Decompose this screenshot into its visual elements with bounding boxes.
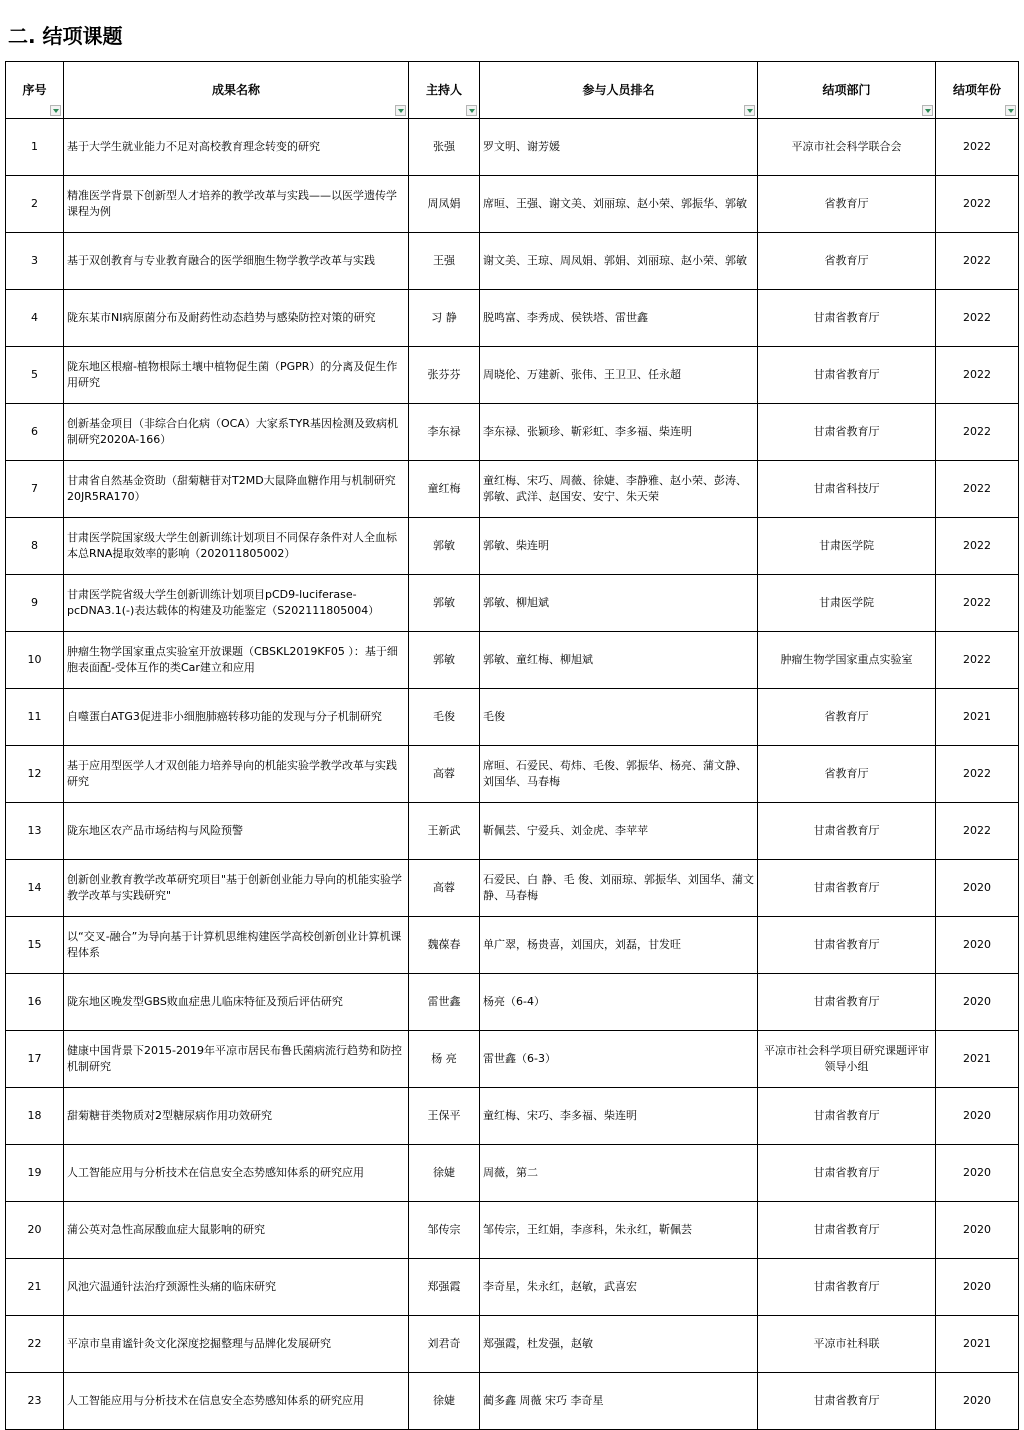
cell-name[interactable]: 自噬蛋白ATG3促进非小细胞肺癌转移功能的发现与分子机制研究 xyxy=(64,689,409,746)
cell-year[interactable]: 2021 xyxy=(936,1031,1019,1088)
cell-name[interactable]: 创新创业教育教学改革研究项目"基于创新创业能力导向的机能实验学教学改革与实践研究" xyxy=(64,860,409,917)
cell-year[interactable]: 2022 xyxy=(936,575,1019,632)
cell-year[interactable]: 2020 xyxy=(936,974,1019,1031)
cell-no[interactable]: 9 xyxy=(6,575,64,632)
cell-members[interactable]: 邹传宗，王红娟，李彦科，朱永红，靳佩芸 xyxy=(480,1202,758,1259)
cell-host[interactable]: 王强 xyxy=(409,233,480,290)
table-row xyxy=(6,1259,1019,1316)
cell-year[interactable]: 2022 xyxy=(936,176,1019,233)
cell-no[interactable]: 7 xyxy=(6,461,64,518)
cell-year[interactable]: 2022 xyxy=(936,233,1019,290)
cell-host[interactable]: 杨 亮 xyxy=(409,1031,480,1088)
cell-name[interactable]: 基于双创教育与专业教育融合的医学细胞生物学教学改革与实践 xyxy=(64,233,409,290)
cell-host[interactable]: 雷世鑫 xyxy=(409,974,480,1031)
table-row xyxy=(6,1031,1019,1088)
cell-members[interactable]: 郭敏、童红梅、柳旭斌 xyxy=(480,632,758,689)
cell-dept[interactable]: 甘肃医学院 xyxy=(758,518,936,575)
cell-year[interactable]: 2020 xyxy=(936,1373,1019,1430)
table-row xyxy=(6,1373,1019,1430)
filter-dropdown-icon[interactable] xyxy=(466,105,477,116)
cell-dept[interactable]: 甘肃省教育厅 xyxy=(758,1145,936,1202)
cell-name[interactable]: 甘肃医学院国家级大学生创新训练计划项目不同保存条件对人全血标本总RNA提取效率的影响（202011805002） xyxy=(64,518,409,575)
header-host xyxy=(409,62,480,119)
header-label: 序号 xyxy=(22,83,47,97)
cell-host[interactable]: 高蓉 xyxy=(409,746,480,803)
filter-dropdown-icon[interactable] xyxy=(922,105,933,116)
cell-dept[interactable]: 省教育厅 xyxy=(758,746,936,803)
header-row xyxy=(6,62,1019,119)
cell-dept[interactable]: 甘肃省教育厅 xyxy=(758,974,936,1031)
table-row xyxy=(6,1202,1019,1259)
table-row xyxy=(6,746,1019,803)
table-row xyxy=(6,518,1019,575)
header-dept xyxy=(758,62,936,119)
cell-dept[interactable]: 甘肃省教育厅 xyxy=(758,1373,936,1430)
table-row xyxy=(6,1145,1019,1202)
header-label: 主持人 xyxy=(425,83,462,97)
cell-name[interactable]: 肿瘤生物学国家重点实验室开放课题（CBSKL2019KF05 ）：基于细胞表面配-受体互作的类Car建立和应用 xyxy=(64,632,409,689)
cell-year[interactable]: 2020 xyxy=(936,1145,1019,1202)
cell-no[interactable]: 2 xyxy=(6,176,64,233)
cell-dept[interactable]: 省教育厅 xyxy=(758,176,936,233)
cell-members[interactable]: 雷世鑫（6-3） xyxy=(480,1031,758,1088)
header-no xyxy=(6,62,64,119)
cell-year[interactable]: 2021 xyxy=(936,689,1019,746)
cell-no[interactable]: 10 xyxy=(6,632,64,689)
cell-no[interactable]: 3 xyxy=(6,233,64,290)
cell-no[interactable]: 5 xyxy=(6,347,64,404)
cell-year[interactable]: 2022 xyxy=(936,347,1019,404)
cell-members[interactable]: 周薇，第二 xyxy=(480,1145,758,1202)
cell-name[interactable]: 陇东某市NI病原菌分布及耐药性动态趋势与感染防控对策的研究 xyxy=(64,290,409,347)
cell-no[interactable]: 17 xyxy=(6,1031,64,1088)
cell-name[interactable]: 健康中国背景下2015-2019年平凉市居民布鲁氏菌病流行趋势和防控机制研究 xyxy=(64,1031,409,1088)
cell-name[interactable]: 平凉市皇甫谧针灸文化深度挖掘整理与品牌化发展研究 xyxy=(64,1316,409,1373)
cell-host[interactable]: 习 静 xyxy=(409,290,480,347)
cell-year[interactable]: 2022 xyxy=(936,803,1019,860)
cell-name[interactable]: 创新基金项目（非综合白化病（OCA）大家系TYR基因检测及致病机制研究2020A-166） xyxy=(64,404,409,461)
table-row xyxy=(6,974,1019,1031)
cell-no[interactable]: 18 xyxy=(6,1088,64,1145)
cell-members[interactable]: 罗文明、谢芳媛 xyxy=(480,119,758,176)
cell-year[interactable]: 2020 xyxy=(936,860,1019,917)
table-row xyxy=(6,119,1019,176)
cell-host[interactable]: 张强 xyxy=(409,119,480,176)
results-table xyxy=(5,61,1019,1430)
table-row xyxy=(6,917,1019,974)
cell-members[interactable]: 脱鸣富、李秀成、侯铁塔、雷世鑫 xyxy=(480,290,758,347)
cell-name[interactable]: 甘肃医学院省级大学生创新训练计划项目pCD9-luciferase-pcDNA3.1(-)表达载体的构建及功能鉴定（S202111805004） xyxy=(64,575,409,632)
cell-name[interactable]: 陇东地区晚发型GBS败血症患儿临床特征及预后评估研究 xyxy=(64,974,409,1031)
table-row xyxy=(6,632,1019,689)
cell-no[interactable]: 4 xyxy=(6,290,64,347)
cell-dept[interactable]: 甘肃省教育厅 xyxy=(758,290,936,347)
cell-host[interactable]: 王新武 xyxy=(409,803,480,860)
cell-name[interactable]: 甘肃省自然基金资助（甜菊糖苷对T2MD大鼠降血糖作用与机制研究20JR5RA170） xyxy=(64,461,409,518)
cell-members[interactable]: 单广翠，杨贵喜，刘国庆，刘磊，甘发旺 xyxy=(480,917,758,974)
cell-name[interactable]: 人工智能应用与分析技术在信息安全态势感知体系的研究应用 xyxy=(64,1373,409,1430)
cell-host[interactable]: 郭敏 xyxy=(409,632,480,689)
cell-host[interactable]: 徐婕 xyxy=(409,1373,480,1430)
cell-no[interactable]: 14 xyxy=(6,860,64,917)
cell-host[interactable]: 邹传宗 xyxy=(409,1202,480,1259)
cell-host[interactable]: 郭敏 xyxy=(409,518,480,575)
cell-name[interactable]: 基于应用型医学人才双创能力培养导向的机能实验学教学改革与实践研究 xyxy=(64,746,409,803)
cell-dept[interactable]: 甘肃省教育厅 xyxy=(758,1259,936,1316)
cell-no[interactable]: 12 xyxy=(6,746,64,803)
cell-members[interactable]: 杨亮（6-4） xyxy=(480,974,758,1031)
cell-name[interactable]: 陇东地区农产品市场结构与风险预警 xyxy=(64,803,409,860)
cell-name[interactable]: 风池穴温通针法治疗颈源性头痛的临床研究 xyxy=(64,1259,409,1316)
table-row xyxy=(6,803,1019,860)
cell-year[interactable]: 2020 xyxy=(936,917,1019,974)
table-row xyxy=(6,1316,1019,1373)
cell-dept[interactable]: 甘肃省教育厅 xyxy=(758,347,936,404)
filter-dropdown-icon[interactable] xyxy=(50,105,61,116)
cell-no[interactable]: 22 xyxy=(6,1316,64,1373)
cell-name[interactable]: 人工智能应用与分析技术在信息安全态势感知体系的研究应用 xyxy=(64,1145,409,1202)
cell-year[interactable]: 2022 xyxy=(936,119,1019,176)
cell-dept[interactable]: 省教育厅 xyxy=(758,233,936,290)
cell-no[interactable]: 23 xyxy=(6,1373,64,1430)
cell-year[interactable]: 2022 xyxy=(936,290,1019,347)
filter-dropdown-icon[interactable] xyxy=(1005,105,1016,116)
cell-dept[interactable]: 甘肃省教育厅 xyxy=(758,404,936,461)
cell-members[interactable]: 童红梅、宋巧、周薇、徐婕、李静雅、赵小荣、彭涛、郭敏、武洋、赵国安、安宁、朱天荣 xyxy=(480,461,758,518)
cell-members[interactable]: 席晅、石爱民、苟炜、毛俊、郭振华、杨亮、蒲文静、刘国华、马春梅 xyxy=(480,746,758,803)
table-row xyxy=(6,347,1019,404)
cell-host[interactable]: 郑强霞 xyxy=(409,1259,480,1316)
cell-no[interactable]: 11 xyxy=(6,689,64,746)
cell-host[interactable]: 郭敏 xyxy=(409,575,480,632)
cell-no[interactable]: 21 xyxy=(6,1259,64,1316)
header-name xyxy=(64,62,409,119)
cell-name[interactable]: 基于大学生就业能力不足对高校教育理念转变的研究 xyxy=(64,119,409,176)
cell-year[interactable]: 2022 xyxy=(936,461,1019,518)
cell-name[interactable]: 甜菊糖苷类物质对2型糖尿病作用功效研究 xyxy=(64,1088,409,1145)
cell-host[interactable]: 李东禄 xyxy=(409,404,480,461)
cell-host[interactable]: 魏葆春 xyxy=(409,917,480,974)
cell-year[interactable]: 2020 xyxy=(936,1088,1019,1145)
cell-name[interactable]: 以“交叉-融合”为导向基于计算机思维构建医学高校创新创业计算机课程体系 xyxy=(64,917,409,974)
cell-no[interactable]: 6 xyxy=(6,404,64,461)
cell-members[interactable]: 毛俊 xyxy=(480,689,758,746)
table-row xyxy=(6,575,1019,632)
cell-dept[interactable]: 甘肃省科技厅 xyxy=(758,461,936,518)
cell-dept[interactable]: 平凉市社会科学项目研究课题评审领导小组 xyxy=(758,1031,936,1088)
table-row xyxy=(6,290,1019,347)
cell-dept[interactable]: 甘肃省教育厅 xyxy=(758,1088,936,1145)
cell-no[interactable]: 16 xyxy=(6,974,64,1031)
cell-host[interactable]: 周凤娟 xyxy=(409,176,480,233)
cell-dept[interactable]: 肿瘤生物学国家重点实验室 xyxy=(758,632,936,689)
cell-dept[interactable]: 省教育厅 xyxy=(758,689,936,746)
header-year xyxy=(936,62,1019,119)
cell-host[interactable]: 毛俊 xyxy=(409,689,480,746)
header-label: 成果名称 xyxy=(211,83,260,97)
cell-no[interactable]: 15 xyxy=(6,917,64,974)
cell-no[interactable]: 20 xyxy=(6,1202,64,1259)
table-row xyxy=(6,461,1019,518)
cell-members[interactable]: 李东禄、张颖珍、靳彩虹、李多福、柴连明 xyxy=(480,404,758,461)
cell-name[interactable]: 精准医学背景下创新型人才培养的教学改革与实践——以医学遗传学课程为例 xyxy=(64,176,409,233)
cell-dept[interactable]: 甘肃医学院 xyxy=(758,575,936,632)
cell-members[interactable]: 谢文美、王琼、周凤娟、郭娟、刘丽琼、赵小荣、郭敏 xyxy=(480,233,758,290)
header-members xyxy=(480,62,758,119)
cell-members[interactable]: 李奇星，朱永红，赵敏，武喜宏 xyxy=(480,1259,758,1316)
cell-members[interactable]: 靳佩芸、宁爱兵、刘金虎、李苹苹 xyxy=(480,803,758,860)
table-row xyxy=(6,404,1019,461)
cell-members[interactable]: 郑强霞，杜发强，赵敏 xyxy=(480,1316,758,1373)
cell-name[interactable]: 蒲公英对急性高尿酸血症大鼠影响的研究 xyxy=(64,1202,409,1259)
cell-year[interactable]: 2022 xyxy=(936,632,1019,689)
table-row xyxy=(6,860,1019,917)
table-row xyxy=(6,689,1019,746)
table-row xyxy=(6,176,1019,233)
header-label: 结项年份 xyxy=(952,83,1001,97)
cell-year[interactable]: 2022 xyxy=(936,404,1019,461)
cell-members[interactable]: 郭敏、柴连明 xyxy=(480,518,758,575)
cell-year[interactable]: 2020 xyxy=(936,1202,1019,1259)
cell-no[interactable]: 8 xyxy=(6,518,64,575)
cell-members[interactable]: 石爱民、白 静、毛 俊、刘丽琼、郭振华、刘国华、蒲文静、马春梅 xyxy=(480,860,758,917)
page-title: 二. 结项课题 xyxy=(8,24,123,48)
cell-host[interactable]: 童红梅 xyxy=(409,461,480,518)
cell-year[interactable]: 2020 xyxy=(936,1259,1019,1316)
cell-host[interactable]: 刘君奇 xyxy=(409,1316,480,1373)
cell-host[interactable]: 张芬芬 xyxy=(409,347,480,404)
filter-dropdown-icon[interactable] xyxy=(395,105,406,116)
header-label: 结项部门 xyxy=(822,83,871,97)
cell-host[interactable]: 王保平 xyxy=(409,1088,480,1145)
table-row xyxy=(6,233,1019,290)
cell-dept[interactable]: 甘肃省教育厅 xyxy=(758,860,936,917)
cell-year[interactable]: 2022 xyxy=(936,746,1019,803)
cell-dept[interactable]: 甘肃省教育厅 xyxy=(758,917,936,974)
cell-dept[interactable]: 甘肃省教育厅 xyxy=(758,1202,936,1259)
cell-year[interactable]: 2022 xyxy=(936,518,1019,575)
table-row xyxy=(6,1088,1019,1145)
cell-members[interactable]: 童红梅、宋巧、李多福、柴连明 xyxy=(480,1088,758,1145)
cell-year[interactable]: 2021 xyxy=(936,1316,1019,1373)
header-label: 参与人员排名 xyxy=(582,83,655,97)
cell-no[interactable]: 19 xyxy=(6,1145,64,1202)
cell-name[interactable]: 陇东地区根瘤-植物根际土壤中植物促生菌（PGPR）的分离及促生作用研究 xyxy=(64,347,409,404)
cell-dept[interactable]: 平凉市社科联 xyxy=(758,1316,936,1373)
cell-dept[interactable]: 甘肃省教育厅 xyxy=(758,803,936,860)
cell-members[interactable]: 蔺多鑫 周薇 宋巧 李奇星 xyxy=(480,1373,758,1430)
cell-dept[interactable]: 平凉市社会科学联合会 xyxy=(758,119,936,176)
cell-members[interactable]: 周晓伦、万建新、张伟、王卫卫、任永超 xyxy=(480,347,758,404)
cell-host[interactable]: 高蓉 xyxy=(409,860,480,917)
cell-no[interactable]: 1 xyxy=(6,119,64,176)
cell-members[interactable]: 席晅、王强、谢文美、刘丽琼、赵小荣、郭振华、郭敏 xyxy=(480,176,758,233)
cell-host[interactable]: 徐婕 xyxy=(409,1145,480,1202)
filter-dropdown-icon[interactable] xyxy=(744,105,755,116)
cell-members[interactable]: 郭敏、柳旭斌 xyxy=(480,575,758,632)
cell-no[interactable]: 13 xyxy=(6,803,64,860)
